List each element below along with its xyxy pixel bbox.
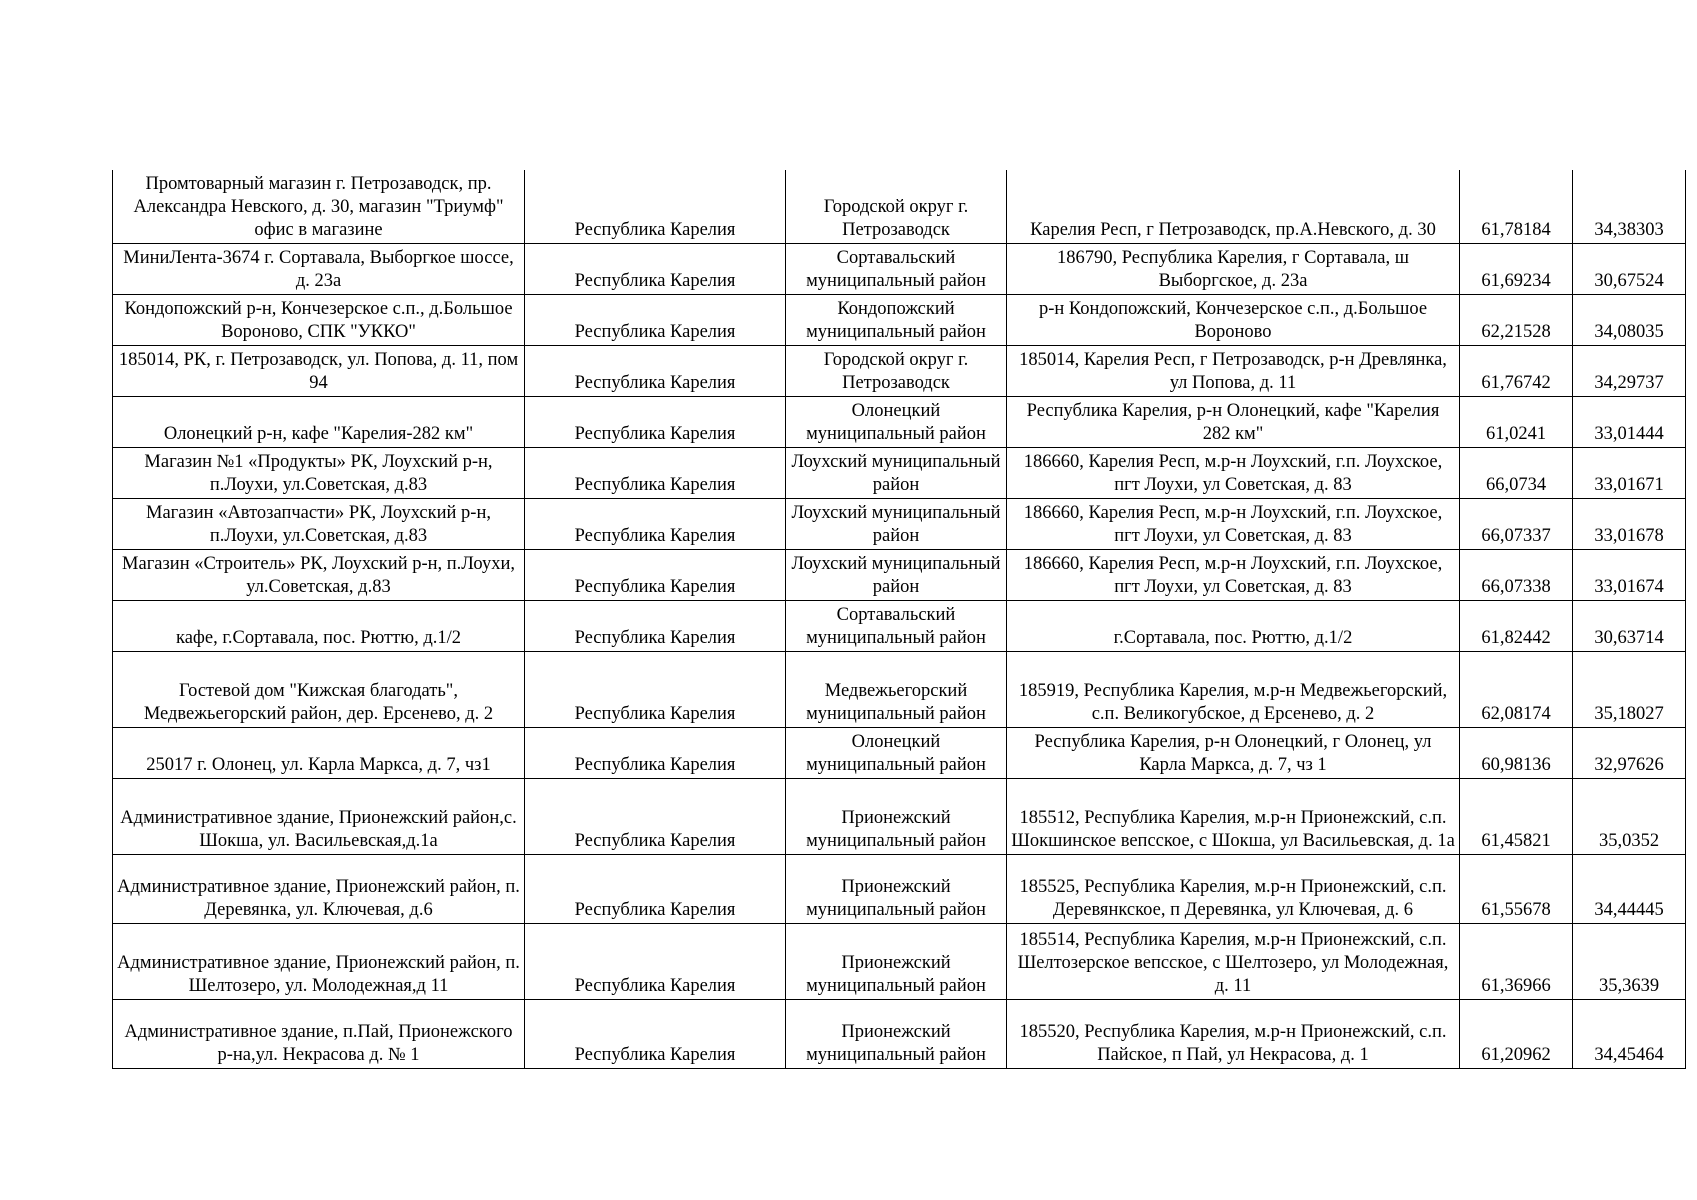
latitude-cell: 62,21528 [1460, 294, 1573, 345]
address-cell: 185525, Республика Карелия, м.р-н Прионежский, с.п. Деревянкское, п Деревянка, ул Ключевая, д. 6 [1007, 854, 1460, 923]
municipality-cell: Прионежский муниципальный район [786, 778, 1007, 854]
longitude-cell: 34,45464 [1573, 999, 1686, 1068]
region-cell: Республика Карелия [525, 345, 786, 396]
table-row [113, 854, 1686, 923]
longitude-cell: 34,44445 [1573, 854, 1686, 923]
latitude-cell: 61,69234 [1460, 243, 1573, 294]
longitude-cell: 33,01444 [1573, 396, 1686, 447]
municipality-cell: Лоухский муниципальный район [786, 498, 1007, 549]
table-row [113, 345, 1686, 396]
region-cell: Республика Карелия [525, 600, 786, 651]
address-cell: Республика Карелия, р-н Олонецкий, кафе "Карелия 282 км" [1007, 396, 1460, 447]
region-cell: Республика Карелия [525, 170, 786, 243]
address-cell: 186660, Карелия Респ, м.р-н Лоухский, г.п. Лоухское, пгт Лоухи, ул Советская, д. 83 [1007, 447, 1460, 498]
table-row [113, 999, 1686, 1068]
latitude-cell: 61,78184 [1460, 170, 1573, 243]
municipality-cell: Лоухский муниципальный район [786, 549, 1007, 600]
longitude-cell: 33,01671 [1573, 447, 1686, 498]
municipality-cell: Кондопожский муниципальный район [786, 294, 1007, 345]
region-cell: Республика Карелия [525, 294, 786, 345]
latitude-cell: 61,0241 [1460, 396, 1573, 447]
object-name-cell: Магазин «Автозапчасти» РК, Лоухский р-н, п.Лоухи, ул.Советская, д.83 [113, 498, 525, 549]
object-name-cell: Административное здание, п.Пай, Прионежского р-на,ул. Некрасова д. № 1 [113, 999, 525, 1068]
longitude-cell: 30,67524 [1573, 243, 1686, 294]
longitude-cell: 30,63714 [1573, 600, 1686, 651]
table-row [113, 923, 1686, 999]
object-name-cell: Промтоварный магазин г. Петрозаводск, пр. Александра Невского, д. 30, магазин "Триумф" офис в магазине [113, 170, 525, 243]
address-cell: 185520, Республика Карелия, м.р-н Прионежский, с.п. Пайское, п Пай, ул Некрасова, д. 1 [1007, 999, 1460, 1068]
region-cell: Республика Карелия [525, 498, 786, 549]
object-name-cell: Административное здание, Прионежский район, п. Шелтозеро, ул. Молодежная,д 11 [113, 923, 525, 999]
address-cell: 186660, Карелия Респ, м.р-н Лоухский, г.п. Лоухское, пгт Лоухи, ул Советская, д. 83 [1007, 549, 1460, 600]
longitude-cell: 32,97626 [1573, 727, 1686, 778]
municipality-cell: Лоухский муниципальный район [786, 447, 1007, 498]
region-cell: Республика Карелия [525, 396, 786, 447]
region-cell: Республика Карелия [525, 651, 786, 727]
object-name-cell: Магазин №1 «Продукты» РК, Лоухский р-н, п.Лоухи, ул.Советская, д.83 [113, 447, 525, 498]
latitude-cell: 61,45821 [1460, 778, 1573, 854]
latitude-cell: 61,36966 [1460, 923, 1573, 999]
table-row [113, 294, 1686, 345]
table-row [113, 778, 1686, 854]
longitude-cell: 35,0352 [1573, 778, 1686, 854]
address-cell: 185514, Республика Карелия, м.р-н Прионежский, с.п. Шелтозерское вепсское, с Шелтозеро, ул Молодежная, д. 11 [1007, 923, 1460, 999]
region-cell: Республика Карелия [525, 854, 786, 923]
municipality-cell: Городской округ г. Петрозаводск [786, 170, 1007, 243]
table-row [113, 498, 1686, 549]
longitude-cell: 33,01674 [1573, 549, 1686, 600]
latitude-cell: 61,55678 [1460, 854, 1573, 923]
address-cell: 186660, Карелия Респ, м.р-н Лоухский, г.п. Лоухское, пгт Лоухи, ул Советская, д. 83 [1007, 498, 1460, 549]
object-name-cell: 25017 г. Олонец, ул. Карла Маркса, д. 7, чз1 [113, 727, 525, 778]
latitude-cell: 61,20962 [1460, 999, 1573, 1068]
object-name-cell: Магазин «Строитель» РК, Лоухский р-н, п.Лоухи, ул.Советская, д.83 [113, 549, 525, 600]
longitude-cell: 35,3639 [1573, 923, 1686, 999]
object-name-cell: Кондопожский р-н, Кончезерское с.п., д.Большое Вороново, СПК "УККО" [113, 294, 525, 345]
municipality-cell: Олонецкий муниципальный район [786, 727, 1007, 778]
latitude-cell: 66,0734 [1460, 447, 1573, 498]
region-cell: Республика Карелия [525, 727, 786, 778]
address-cell: г.Сортавала, пос. Рюттю, д.1/2 [1007, 600, 1460, 651]
table-row [113, 727, 1686, 778]
object-name-cell: Административное здание, Прионежский район, п. Деревянка, ул. Ключевая, д.6 [113, 854, 525, 923]
table-row [113, 600, 1686, 651]
region-cell: Республика Карелия [525, 447, 786, 498]
registry-table [112, 170, 1686, 1069]
longitude-cell: 34,08035 [1573, 294, 1686, 345]
object-name-cell: 185014, РК, г. Петрозаводск, ул. Попова, д. 11, пом 94 [113, 345, 525, 396]
table-row [113, 170, 1686, 243]
municipality-cell: Прионежский муниципальный район [786, 999, 1007, 1068]
municipality-cell: Прионежский муниципальный район [786, 923, 1007, 999]
address-cell: Республика Карелия, р-н Олонецкий, г Олонец, ул Карла Маркса, д. 7, чз 1 [1007, 727, 1460, 778]
region-cell: Республика Карелия [525, 778, 786, 854]
object-name-cell: Олонецкий р-н, кафе "Карелия-282 км" [113, 396, 525, 447]
object-name-cell: Административное здание, Прионежский район,с. Шокша, ул. Васильевская,д.1а [113, 778, 525, 854]
object-name-cell: МиниЛента-3674 г. Сортавала, Выборгкое шоссе, д. 23а [113, 243, 525, 294]
region-cell: Республика Карелия [525, 549, 786, 600]
object-name-cell: кафе, г.Сортавала, пос. Рюттю, д.1/2 [113, 600, 525, 651]
municipality-cell: Олонецкий муниципальный район [786, 396, 1007, 447]
address-cell: р-н Кондопожский, Кончезерское с.п., д.Большое Вороново [1007, 294, 1460, 345]
table-row [113, 243, 1686, 294]
region-cell: Республика Карелия [525, 999, 786, 1068]
address-cell: 185014, Карелия Респ, г Петрозаводск, р-н Древлянка, ул Попова, д. 11 [1007, 345, 1460, 396]
longitude-cell: 33,01678 [1573, 498, 1686, 549]
latitude-cell: 61,76742 [1460, 345, 1573, 396]
address-cell: Карелия Респ, г Петрозаводск, пр.А.Невского, д. 30 [1007, 170, 1460, 243]
table-row [113, 549, 1686, 600]
municipality-cell: Медвежьегорский муниципальный район [786, 651, 1007, 727]
region-cell: Республика Карелия [525, 923, 786, 999]
address-cell: 186790, Республика Карелия, г Сортавала, ш Выборгское, д. 23а [1007, 243, 1460, 294]
latitude-cell: 62,08174 [1460, 651, 1573, 727]
address-cell: 185512, Республика Карелия, м.р-н Прионежский, с.п. Шокшинское вепсское, с Шокша, ул Васильевская, д. 1а [1007, 778, 1460, 854]
table-row [113, 396, 1686, 447]
municipality-cell: Сортавальский муниципальный район [786, 600, 1007, 651]
object-name-cell: Гостевой дом "Кижская благодать", Медвежьегорский район, дер. Ерсенево, д. 2 [113, 651, 525, 727]
longitude-cell: 34,29737 [1573, 345, 1686, 396]
longitude-cell: 34,38303 [1573, 170, 1686, 243]
latitude-cell: 66,07338 [1460, 549, 1573, 600]
municipality-cell: Сортавальский муниципальный район [786, 243, 1007, 294]
region-cell: Республика Карелия [525, 243, 786, 294]
latitude-cell: 66,07337 [1460, 498, 1573, 549]
municipality-cell: Городской округ г. Петрозаводск [786, 345, 1007, 396]
latitude-cell: 61,82442 [1460, 600, 1573, 651]
latitude-cell: 60,98136 [1460, 727, 1573, 778]
longitude-cell: 35,18027 [1573, 651, 1686, 727]
table-row [113, 447, 1686, 498]
municipality-cell: Прионежский муниципальный район [786, 854, 1007, 923]
address-cell: 185919, Республика Карелия, м.р-н Медвежьегорский, с.п. Великогубское, д Ерсенево, д. 2 [1007, 651, 1460, 727]
registry-table-body [113, 170, 1686, 1068]
table-row [113, 651, 1686, 727]
